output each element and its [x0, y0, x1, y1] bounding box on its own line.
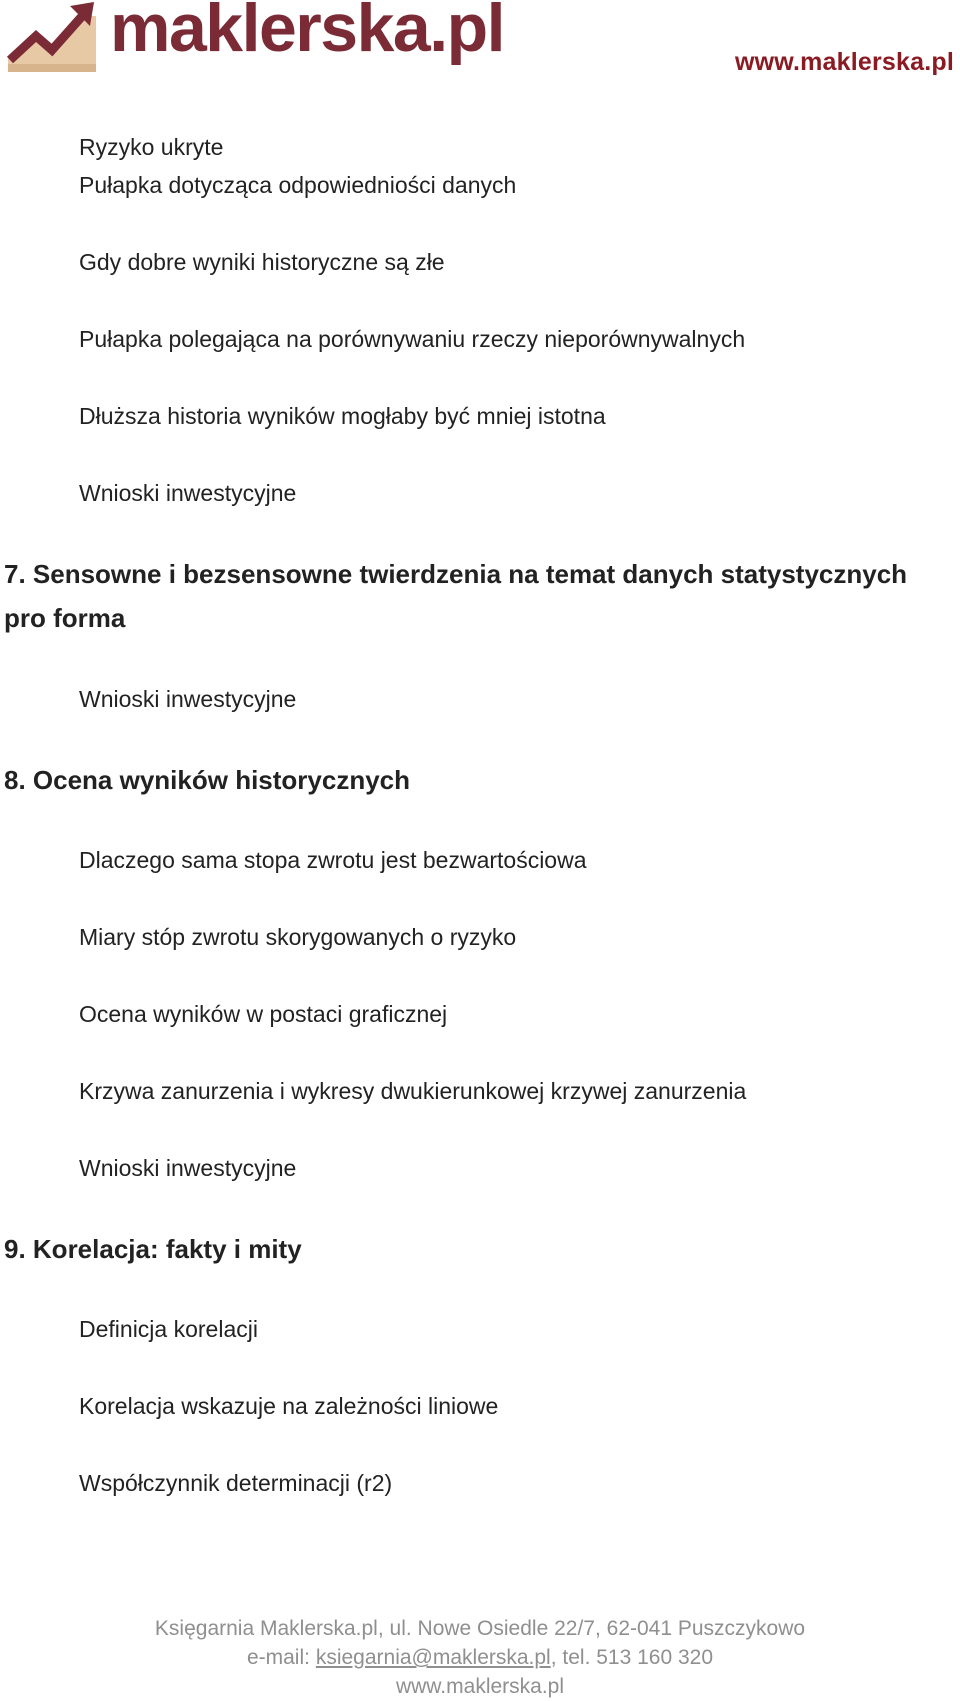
- list-item: Współczynnik determinacji (r2): [79, 1470, 393, 1496]
- list-item: Gdy dobre wyniki historyczne są złe: [79, 249, 445, 275]
- section-heading-8: 8. Ocena wyników historycznych: [4, 765, 411, 795]
- list-item: Ocena wyników w postaci graficznej: [79, 1001, 448, 1027]
- section-heading-7: 7. Sensowne i bezsensowne twierdzenia na temat danych statystycznych pro forma: [4, 559, 908, 633]
- list-item: Wnioski inwestycyjne: [79, 686, 297, 712]
- site-logo[interactable]: [4, 0, 505, 76]
- list-item: Pułapka polegająca na porównywaniu rzeczy nieporównywalnych: [79, 326, 746, 352]
- list-item: Wnioski inwestycyjne: [79, 1155, 297, 1181]
- footer-email-label: e-mail:: [246, 1646, 316, 1669]
- footer-email-link[interactable]: ksiegarnia@maklerska.pl: [315, 1646, 551, 1669]
- list-item: Miary stóp zwrotu skorygowanych o ryzyko: [79, 924, 517, 950]
- list-item: Korelacja wskazuje na zależności liniowe: [79, 1393, 499, 1419]
- section-heading-9: 9. Korelacja: fakty i mity: [4, 1234, 302, 1264]
- footer-contact: [0, 1643, 960, 1672]
- footer-phone: , tel. 513 160 320: [550, 1646, 714, 1669]
- list-item: Dłuższa historia wyników mogłaby być mniej istotna: [79, 403, 606, 429]
- list-item: Dlaczego sama stopa zwrotu jest bezwartościowa: [79, 847, 587, 873]
- list-item: Definicja korelacji: [79, 1316, 258, 1342]
- logo-chart-icon: [4, 0, 100, 76]
- footer-address: Księgarnia Maklerska.pl, ul. Nowe Osiedle 22/7, 62-041 Puszczykowo: [154, 1617, 806, 1640]
- list-item: Ryzyko ukryte: [79, 134, 224, 160]
- page-footer: [0, 1614, 960, 1701]
- list-item: Krzywa zanurzenia i wykresy dwukierunkowej krzywej zanurzenia: [79, 1078, 747, 1104]
- logo-wordmark: maklerska.pl: [110, 0, 505, 66]
- list-item: Pułapka dotycząca odpowiedniości danych: [79, 172, 517, 198]
- list-item: Wnioski inwestycyjne: [79, 480, 297, 506]
- footer-site-url[interactable]: www.maklerska.pl: [395, 1675, 565, 1698]
- page-header: [0, 0, 960, 90]
- header-site-url[interactable]: www.maklerska.pl: [734, 48, 954, 76]
